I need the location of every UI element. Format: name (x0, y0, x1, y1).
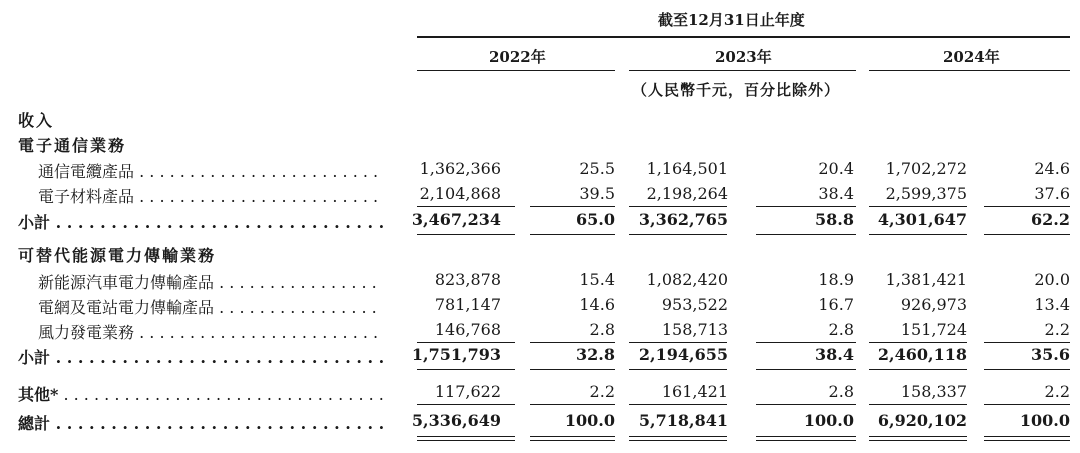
subtotal-rule (869, 342, 967, 343)
pct-2023: 16.7 (818, 295, 854, 314)
pct-2024: 100.0 (1019, 411, 1070, 430)
pct-2023: 100.0 (803, 411, 854, 430)
subtotal-rule (629, 206, 727, 207)
year-2024-rule (869, 70, 1070, 71)
subtotal-rule (417, 342, 515, 343)
pct-2022: 65.0 (576, 210, 615, 229)
pct-2023: 58.8 (815, 210, 854, 229)
subtotal-row (0, 210, 1080, 232)
total-double-rule (756, 436, 856, 437)
total-rule (756, 404, 856, 405)
value-2024: 926,973 (900, 295, 967, 314)
total-double-rule (756, 440, 856, 441)
subtotal-rule (869, 206, 967, 207)
pct-2024: 2.2 (1044, 382, 1070, 401)
value-2023: 5,718,841 (638, 411, 728, 430)
subtotal-bottom-rule (629, 234, 727, 235)
total-rule (629, 404, 727, 405)
value-2024: 2,599,375 (885, 184, 967, 203)
total-double-rule (629, 440, 727, 441)
value-2024: 1,702,272 (885, 159, 967, 178)
year-2022-rule (417, 70, 615, 71)
subtotal-bottom-rule (530, 369, 615, 370)
unit-note: （人民幣千元，百分比除外） (632, 81, 841, 99)
row-label: 電網及電站電力傳輸產品 (38, 298, 215, 317)
total-double-rule (530, 436, 615, 437)
pct-2024: 35.6 (1031, 345, 1070, 364)
subtotal-rule (417, 206, 515, 207)
value-2024: 6,920,102 (877, 411, 967, 430)
table-row (0, 320, 1080, 342)
others-row (0, 382, 1080, 404)
pct-2023: 38.4 (818, 184, 854, 203)
header-rule (417, 36, 1070, 38)
subtotal-rule (756, 206, 856, 207)
row-label: 通信電纜產品 (38, 162, 135, 181)
pct-2022: 15.4 (579, 270, 615, 289)
total-rule (417, 404, 515, 405)
row-label: 小計 (18, 213, 51, 232)
value-2022: 1,362,366 (419, 159, 501, 178)
total-double-rule (629, 436, 727, 437)
year-2023-header: 2023年 (715, 48, 772, 66)
value-2022: 117,622 (434, 382, 501, 401)
pct-2024: 37.6 (1034, 184, 1070, 203)
subtotal-rule (629, 342, 727, 343)
row-label: 風力發電業務 (38, 323, 135, 342)
year-2023-rule (629, 70, 856, 71)
pct-2022: 100.0 (564, 411, 615, 430)
row-label: 總計 (18, 414, 51, 433)
subtotal-rule (756, 342, 856, 343)
pct-2023: 18.9 (818, 270, 854, 289)
value-2024: 151,724 (900, 320, 967, 339)
revenue-title: 收入 (18, 111, 55, 130)
subtotal-bottom-rule (756, 234, 856, 235)
value-2023: 1,164,501 (646, 159, 728, 178)
subtotal-rule (530, 206, 615, 207)
row-label: 新能源汽車電力傳輸產品 (38, 273, 215, 292)
pct-2023: 20.4 (818, 159, 854, 178)
subtotal-bottom-rule (417, 369, 515, 370)
pct-2024: 13.4 (1034, 295, 1070, 314)
row-label: 電子材料產品 (38, 187, 135, 206)
value-2024: 2,460,118 (877, 345, 967, 364)
value-2023: 1,082,420 (646, 270, 728, 289)
total-rule (984, 404, 1070, 405)
subtotal-bottom-rule (756, 369, 856, 370)
value-2024: 1,381,421 (885, 270, 967, 289)
subtotal-bottom-rule (629, 369, 727, 370)
value-2024: 4,301,647 (877, 210, 967, 229)
subtotal-rule (984, 342, 1070, 343)
value-2022: 146,768 (434, 320, 501, 339)
telecom-section-title: 電子通信業務 (18, 136, 127, 155)
table-row (0, 159, 1080, 181)
subtotal-rule (530, 342, 615, 343)
total-rule (869, 404, 967, 405)
value-2023: 2,198,264 (646, 184, 728, 203)
subtotal-bottom-rule (417, 234, 515, 235)
pct-2022: 2.8 (589, 320, 615, 339)
table-row (0, 184, 1080, 206)
period-header: 截至12月31日止年度 (658, 11, 805, 29)
subtotal-row (0, 345, 1080, 367)
pct-2024: 2.2 (1044, 320, 1070, 339)
value-2022: 3,467,234 (411, 210, 501, 229)
table-row (0, 270, 1080, 292)
value-2022: 1,751,793 (411, 345, 501, 364)
total-double-rule (530, 440, 615, 441)
total-rule (530, 404, 615, 405)
value-2023: 3,362,765 (638, 210, 728, 229)
pct-2023: 2.8 (828, 320, 854, 339)
pct-2024: 24.6 (1034, 159, 1070, 178)
value-2022: 781,147 (434, 295, 501, 314)
total-double-rule (869, 436, 967, 437)
pct-2022: 14.6 (579, 295, 615, 314)
row-label: 小計 (18, 348, 51, 367)
value-2023: 158,713 (661, 320, 728, 339)
table-row (0, 295, 1080, 317)
energy-section-title: 可替代能源電力傳輸業務 (18, 246, 217, 265)
year-2022-header: 2022年 (489, 48, 546, 66)
value-2023: 2,194,655 (638, 345, 728, 364)
total-double-rule (417, 440, 515, 441)
pct-2022: 32.8 (576, 345, 615, 364)
total-double-rule (869, 440, 967, 441)
total-double-rule (417, 436, 515, 437)
subtotal-bottom-rule (984, 369, 1070, 370)
subtotal-bottom-rule (869, 234, 967, 235)
pct-2023: 38.4 (815, 345, 854, 364)
pct-2024: 62.2 (1031, 210, 1070, 229)
subtotal-bottom-rule (530, 234, 615, 235)
pct-2022: 25.5 (579, 159, 615, 178)
value-2022: 823,878 (434, 270, 501, 289)
value-2023: 953,522 (661, 295, 728, 314)
value-2023: 161,421 (661, 382, 728, 401)
total-double-rule (984, 436, 1070, 437)
row-label: 其他* (18, 385, 59, 404)
subtotal-bottom-rule (869, 369, 967, 370)
value-2022: 2,104,868 (419, 184, 501, 203)
subtotal-rule (984, 206, 1070, 207)
pct-2022: 2.2 (589, 382, 615, 401)
pct-2022: 39.5 (579, 184, 615, 203)
pct-2024: 20.0 (1034, 270, 1070, 289)
value-2024: 158,337 (900, 382, 967, 401)
total-double-rule (984, 440, 1070, 441)
total-row (0, 411, 1080, 433)
year-2024-header: 2024年 (943, 48, 1000, 66)
pct-2023: 2.8 (828, 382, 854, 401)
value-2022: 5,336,649 (411, 411, 501, 430)
subtotal-bottom-rule (984, 234, 1070, 235)
